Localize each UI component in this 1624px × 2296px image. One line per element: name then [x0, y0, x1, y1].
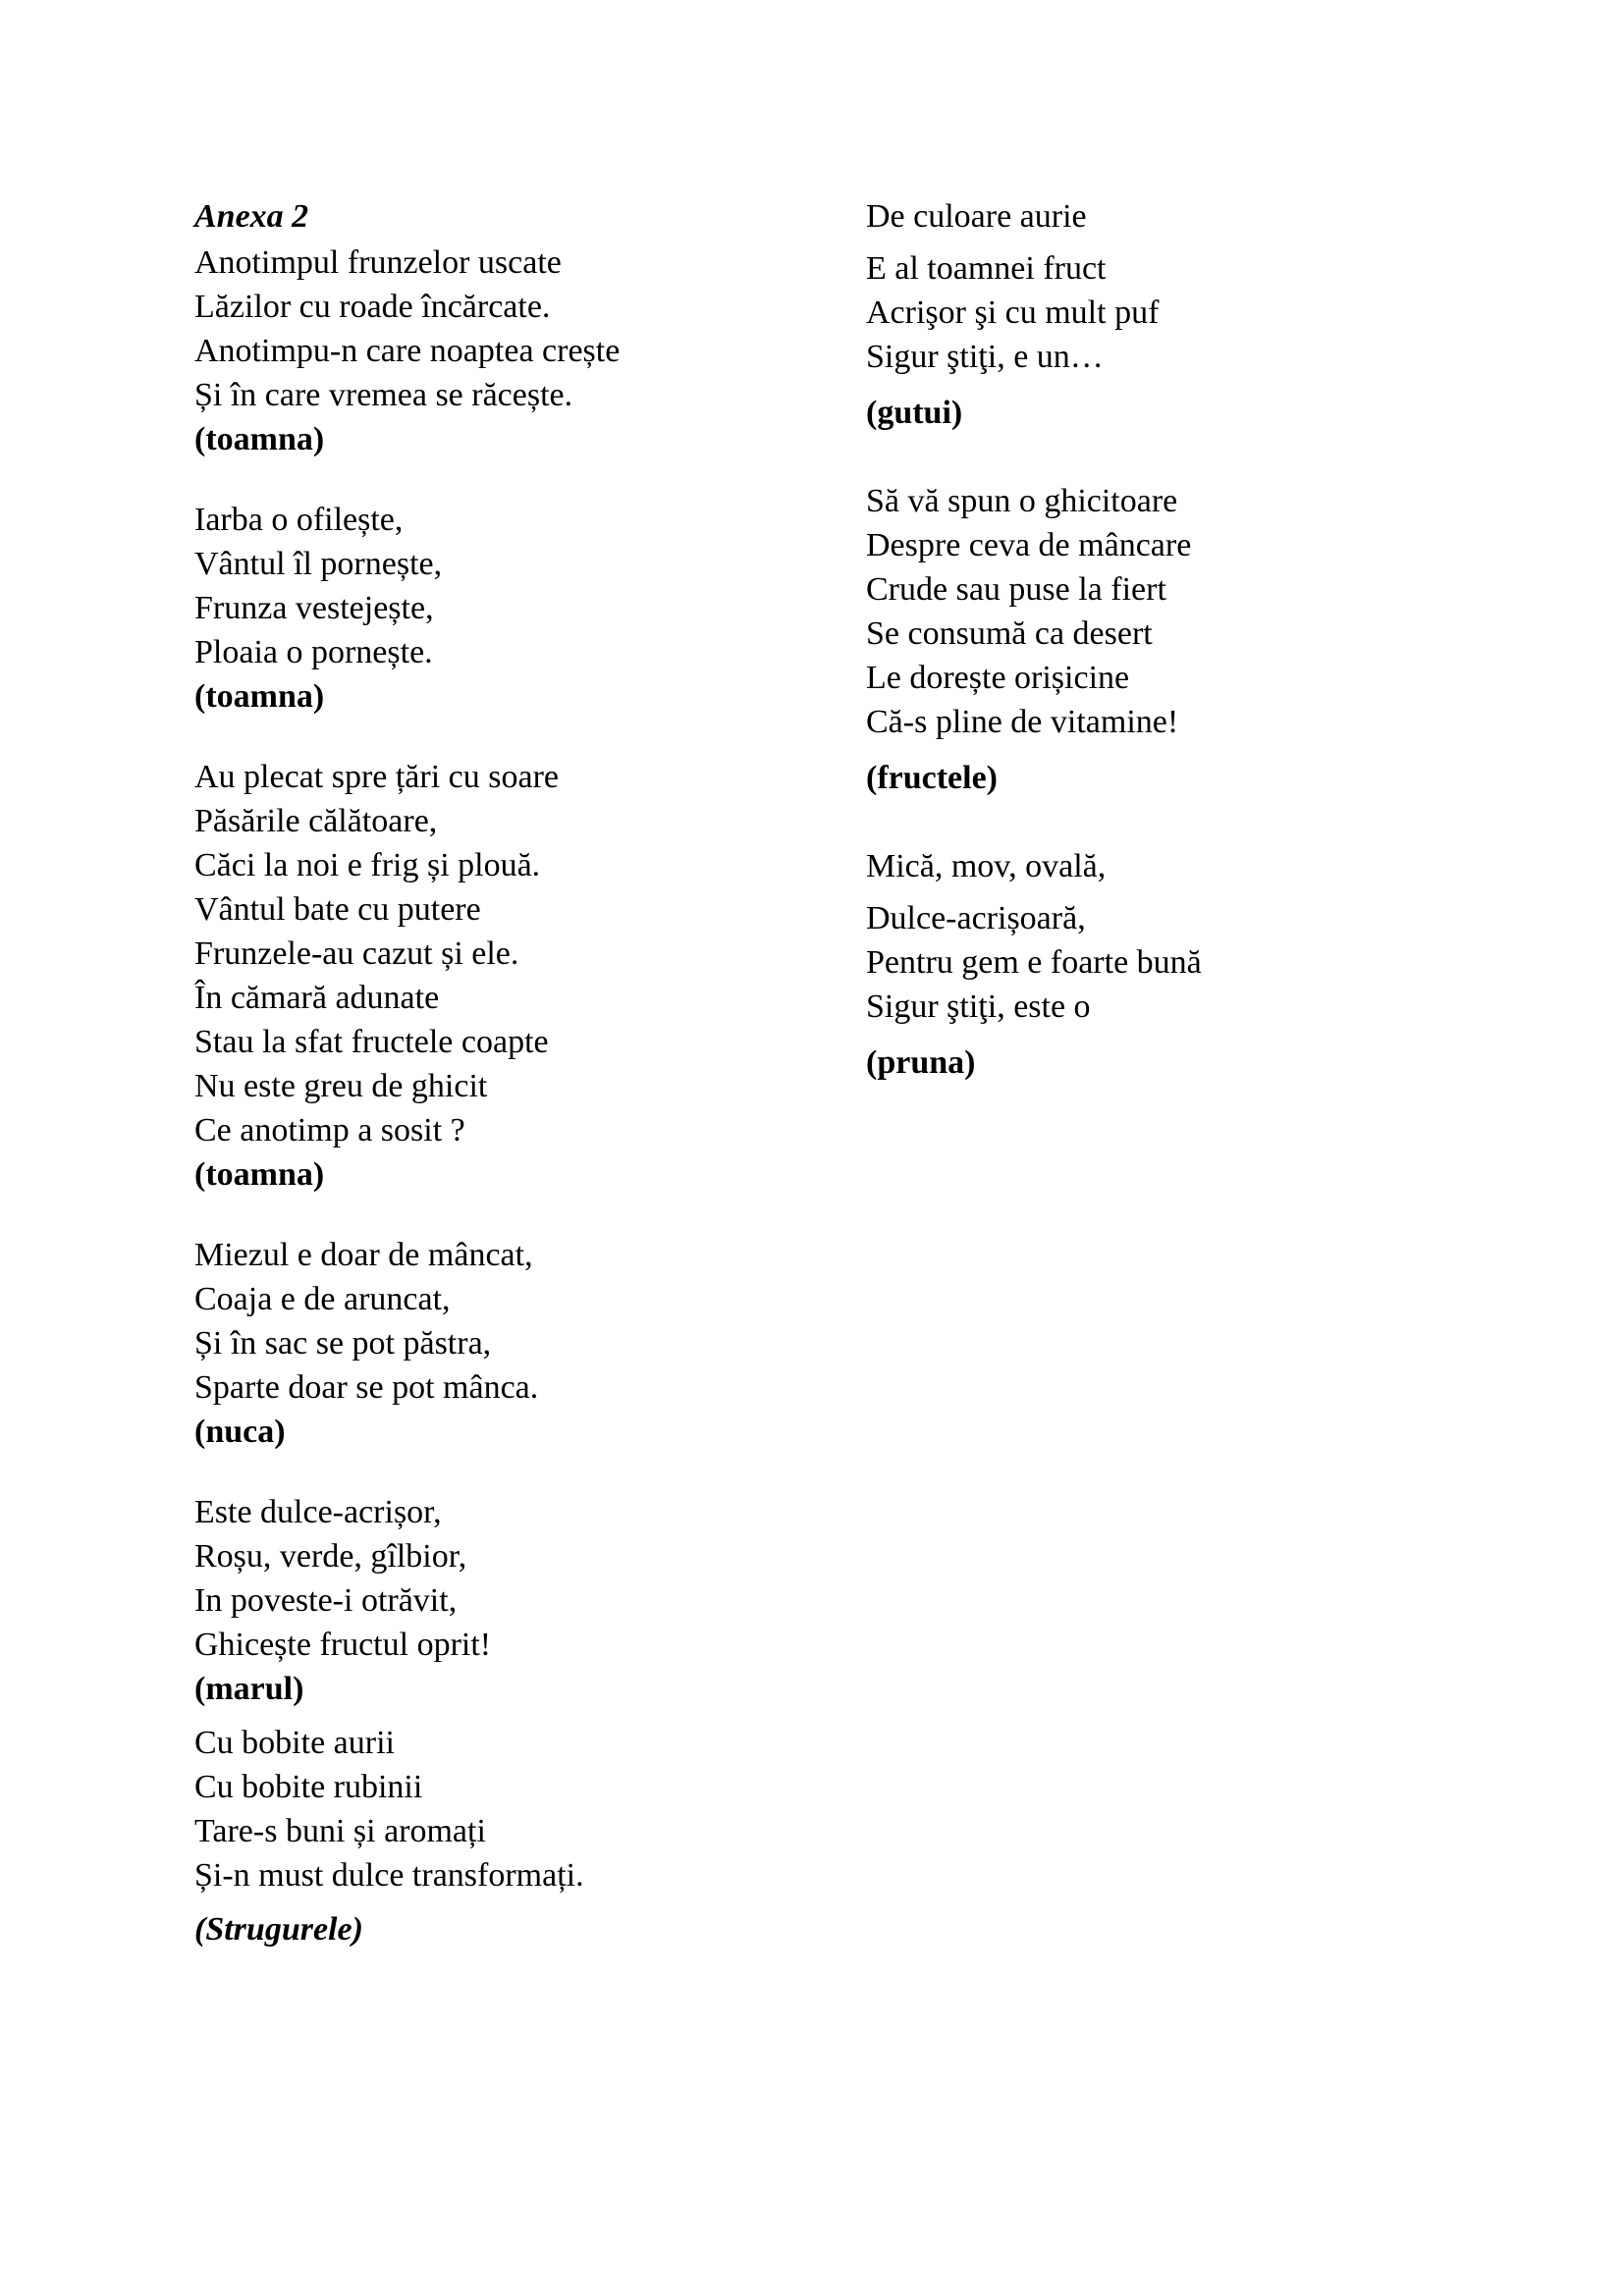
riddle-line: Crude sau puse la fiert: [866, 571, 1166, 608]
riddle-answer: (toamna): [194, 421, 325, 457]
riddle-line: E al toamnei fruct: [866, 250, 1107, 287]
riddle-toamna-1: [194, 240, 803, 461]
riddle-line: In poveste-i otrăvit,: [194, 1582, 458, 1619]
riddle-strugurele: [194, 1721, 803, 1951]
riddle-line: Sigur ştiţi, e un…: [866, 339, 1104, 375]
riddle-line: Să vă spun o ghicitoare: [866, 483, 1178, 519]
riddle-line: Sigur ştiţi, este o: [866, 988, 1091, 1025]
riddle-answer: (gutui): [866, 395, 963, 431]
riddle-line: Că-s pline de vitamine!: [866, 704, 1179, 740]
riddle-line: Vântul bate cu putere: [194, 891, 481, 928]
riddle-line: De culoare aurie: [866, 198, 1087, 235]
left-column: [194, 194, 803, 1951]
riddle-line: Tare-s buni și aromați: [194, 1813, 486, 1849]
riddle-fructele: [866, 479, 1475, 800]
riddle-answer: (pruna): [866, 1044, 976, 1081]
riddle-line: Vântul îl pornește,: [194, 546, 443, 582]
riddle-line: Stau la sfat fructele coapte: [194, 1024, 549, 1060]
riddle-line: Se consumă ca desert: [866, 615, 1153, 652]
riddle-pruna: [866, 844, 1475, 1085]
riddle-answer: (fructele): [866, 760, 999, 796]
riddle-line: Păsările călătoare,: [194, 803, 438, 839]
riddle-line: Anotimpu-n care noaptea crește: [194, 333, 621, 369]
riddle-answer: (Strugurele): [194, 1911, 363, 1948]
riddle-line: Miezul e doar de mâncat,: [194, 1237, 533, 1273]
riddle-line: Le dorește orișicine: [866, 660, 1130, 696]
riddle-line: Lăzilor cu roade încărcate.: [194, 289, 551, 325]
riddle-line: Ghicește fructul oprit!: [194, 1627, 492, 1663]
riddle-line: Coaja e de aruncat,: [194, 1281, 451, 1317]
riddle-line: Frunza vestejește,: [194, 590, 434, 626]
right-column: [866, 194, 1475, 1085]
riddle-line: Au plecat spre țări cu soare: [194, 759, 559, 795]
riddle-line: Ce anotimp a sosit ?: [194, 1112, 465, 1148]
riddle-line: Pentru gem e foarte bună: [866, 944, 1202, 981]
riddle-line: Dulce-acrișoară,: [866, 900, 1086, 936]
riddle-toamna-3: [194, 755, 803, 1197]
riddle-line: Și în sac se pot păstra,: [194, 1325, 492, 1362]
riddle-gutui: [866, 194, 1475, 435]
riddle-line: Sparte doar se pot mânca.: [194, 1369, 539, 1406]
riddle-line: În cămară adunate: [194, 980, 440, 1016]
riddle-line: Anotimpul frunzelor uscate: [194, 244, 562, 281]
riddle-answer: (toamna): [194, 1156, 325, 1193]
riddle-marul: [194, 1490, 803, 1711]
riddle-answer: (toamna): [194, 678, 325, 715]
riddle-answer: (nuca): [194, 1414, 286, 1450]
riddle-line: Ploaia o pornește.: [194, 634, 433, 670]
riddle-line: Mică, mov, ovală,: [866, 848, 1107, 884]
riddle-line: Căci la noi e frig și plouă.: [194, 847, 541, 883]
riddle-line: Și în care vremea se răcește.: [194, 377, 573, 413]
riddle-line: Și-n must dulce transformați.: [194, 1857, 584, 1894]
riddle-line: Frunzele-au cazut și ele.: [194, 935, 519, 972]
riddle-line: Cu bobite rubinii: [194, 1769, 423, 1805]
annex-title: Anexa 2: [194, 198, 309, 235]
riddle-toamna-2: [194, 498, 803, 719]
riddle-line: Cu bobite aurii: [194, 1725, 395, 1761]
riddle-answer: (marul): [194, 1671, 304, 1707]
riddle-line: Iarba o ofilește,: [194, 502, 404, 538]
riddle-nuca: [194, 1233, 803, 1454]
riddle-line: Acrişor şi cu mult puf: [866, 294, 1160, 331]
riddle-line: Roșu, verde, gîlbior,: [194, 1538, 467, 1575]
riddle-line: Despre ceva de mâncare: [866, 527, 1192, 563]
riddle-line: Nu este greu de ghicit: [194, 1068, 488, 1104]
riddle-line: Este dulce-acrișor,: [194, 1494, 442, 1530]
